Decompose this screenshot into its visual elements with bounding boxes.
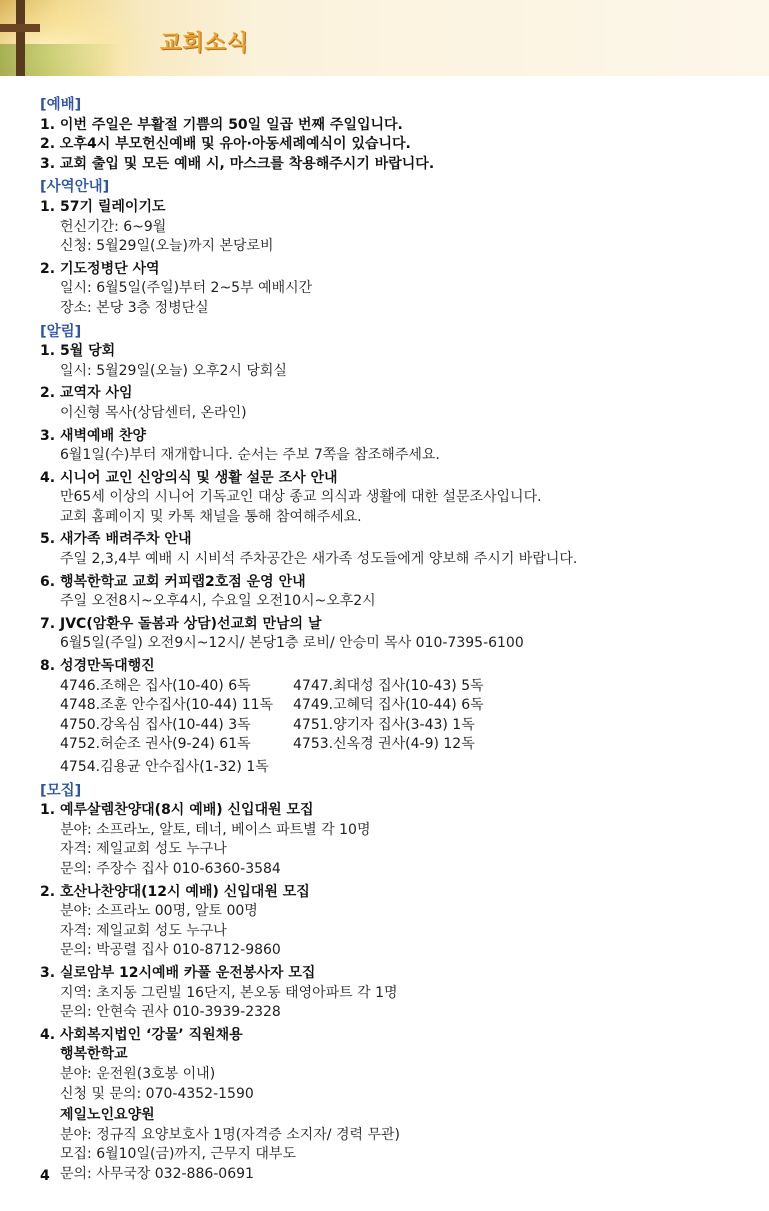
item-number: 2. xyxy=(40,883,56,900)
item-detail: 이신형 목사(상담센터, 온라인) xyxy=(60,404,247,421)
item-title: 교역자 사임 xyxy=(60,385,133,402)
item-title: JVC(암환우 돌봄과 상담)선교회 만남의 날 xyxy=(60,615,322,632)
reading-entry: 4748.조훈 안수집사(10-44) 11독 xyxy=(60,697,274,714)
item-title: 사회복지법인 ‘강물’ 직원채용 xyxy=(60,1026,243,1043)
reading-row xyxy=(60,677,740,697)
item-detail: 장소: 본당 3층 정병단실 xyxy=(60,299,209,316)
item-detail: 일시: 6월5일(주일)부터 2~5부 예배시간 xyxy=(60,280,313,297)
item-detail: 6월1일(수)부터 재개합니다. 순서는 주보 7쪽을 참조해주세요. xyxy=(60,447,440,464)
section-heading-notice: [알림] xyxy=(40,323,82,340)
reading-row xyxy=(60,716,740,736)
item-title: 57기 릴레이기도 xyxy=(60,198,166,215)
list-item xyxy=(40,530,740,569)
item-number: 5. xyxy=(40,531,56,548)
item-title: 5월 당회 xyxy=(60,343,116,360)
reading-entry: 4750.강옥심 집사(10-44) 3독 xyxy=(60,716,251,733)
reading-entry: 4746.조해은 집사(10-40) 6독 xyxy=(60,677,251,694)
item-title: 호산나찬양대(12시 예배) 신입대원 모집 xyxy=(60,883,310,900)
org-name: 행복한학교 xyxy=(60,1046,128,1063)
item-detail: 모집: 6월10일(금)까지, 근무지 대부도 xyxy=(60,1146,296,1163)
item-title: 실로암부 12시예배 카풀 운전봉사자 모집 xyxy=(60,964,316,981)
item-number: 1. xyxy=(40,343,56,360)
list-item xyxy=(40,469,740,528)
list-item xyxy=(40,427,740,466)
item-number: 2. xyxy=(40,260,56,277)
list-item xyxy=(40,198,740,257)
item-title: 성경만독대행진 xyxy=(60,658,155,675)
reading-row xyxy=(60,735,740,755)
item-detail: 분야: 소프라노 00명, 알토 00명 xyxy=(60,903,258,920)
item-detail: 신청: 5월29일(오늘)까지 본당로비 xyxy=(60,238,274,255)
item-detail: 교회 홈페이지 및 카톡 채널을 통해 참여해주세요. xyxy=(60,508,362,525)
news-content xyxy=(40,95,740,1184)
item-number: 1. xyxy=(40,198,56,215)
item-detail: 문의: 박공렬 집사 010-8712-9860 xyxy=(60,942,281,959)
reading-entry: 4752.허순조 권사(9-24) 61독 xyxy=(60,736,251,753)
item-detail: 분야: 정규직 요양보호사 1명(자격증 소지자/ 경력 무관) xyxy=(60,1126,400,1143)
worship-item: 3. 교회 출입 및 모든 예배 시, 마스크를 착용해주시기 바랍니다. xyxy=(40,155,435,172)
section-heading-worship: [예배] xyxy=(40,97,82,113)
section-heading-recruit: [모집] xyxy=(40,782,82,799)
cross-icon xyxy=(0,0,50,76)
worship-item: 2. 오후4시 부모헌신예배 및 유아·아동세례예식이 있습니다. xyxy=(40,136,411,153)
item-detail: 문의: 안현숙 권사 010-3939-2328 xyxy=(60,1004,281,1021)
item-number: 6. xyxy=(40,573,56,590)
list-item xyxy=(40,615,740,654)
item-detail: 주일 오전8시~오후4시, 수요일 오전10시~오후2시 xyxy=(60,593,376,610)
reading-entry: 4749.고혜덕 집사(10-44) 6독 xyxy=(293,697,484,714)
item-detail: 일시: 5월29일(오늘) 오후2시 당회실 xyxy=(60,362,287,379)
reading-entry: 4747.최대성 집사(10-43) 5독 xyxy=(293,677,484,694)
org-name: 제일노인요양원 xyxy=(60,1107,155,1124)
item-title: 예루살렘찬양대(8시 예배) 신입대원 모집 xyxy=(60,802,314,819)
reading-list xyxy=(40,677,740,778)
item-number: 1. xyxy=(40,802,56,819)
item-detail: 자격: 제일교회 성도 누구나 xyxy=(60,922,227,939)
list-item xyxy=(40,964,740,1023)
item-detail: 분야: 운전원(3호봉 이내) xyxy=(60,1065,216,1082)
item-number: 3. xyxy=(40,964,56,981)
item-detail: 주일 2,3,4부 예배 시 시비석 주차공간은 새가족 성도들에게 양보해 주시기 바랍니다. xyxy=(60,551,578,568)
item-detail: 헌신기간: 6~9월 xyxy=(60,218,167,235)
item-detail: 6월5일(주일) 오전9시~12시/ 본당1층 로비/ 안승미 목사 010-7395-6100 xyxy=(60,635,524,652)
item-number: 7. xyxy=(40,615,56,632)
list-item xyxy=(40,883,740,961)
item-number: 4. xyxy=(40,1026,56,1043)
item-number: 3. xyxy=(40,427,56,444)
item-detail: 분야: 소프라노, 알토, 테너, 베이스 파트별 각 10명 xyxy=(60,821,371,838)
page-number: 4 xyxy=(40,1168,50,1184)
list-item xyxy=(40,384,740,423)
reading-row xyxy=(60,696,740,716)
reading-row xyxy=(60,758,740,778)
reading-entry: 4754.김용균 안수집사(1-32) 1독 xyxy=(60,759,269,775)
item-number: 8. xyxy=(40,658,56,675)
list-item xyxy=(40,1026,740,1185)
section-heading-ministry: [사역안내] xyxy=(40,179,110,196)
page-title: 교회소식 xyxy=(160,31,250,56)
item-detail: 지역: 초지동 그린빌 16단지, 본오동 태영아파트 각 1명 xyxy=(60,984,398,1001)
item-title: 기도정병단 사역 xyxy=(60,260,160,277)
reading-entry: 4753.신옥경 권사(4-9) 12독 xyxy=(293,736,475,753)
item-number: 4. xyxy=(40,469,56,486)
list-item xyxy=(40,342,740,381)
list-item xyxy=(40,260,740,319)
page-header xyxy=(0,0,769,76)
item-title: 새가족 배려주차 안내 xyxy=(60,531,192,548)
reading-entry: 4751.양기자 집사(3-43) 1독 xyxy=(293,716,475,733)
item-title: 행복한학교 교회 커피랩2호점 운영 안내 xyxy=(60,573,306,590)
item-detail: 신청 및 문의: 070-4352-1590 xyxy=(60,1085,254,1102)
worship-list xyxy=(40,116,740,175)
item-detail: 만65세 이상의 시니어 기독교인 대상 종교 의식과 생활에 대한 설문조사입니다. xyxy=(60,489,542,506)
item-title: 새벽예배 찬양 xyxy=(60,427,147,444)
worship-item: 1. 이번 주일은 부활절 기쁨의 50일 일곱 번째 주일입니다. xyxy=(40,116,403,133)
list-item xyxy=(40,801,740,879)
item-number: 2. xyxy=(40,385,56,402)
item-title: 시니어 교인 신앙의식 및 생활 설문 조사 안내 xyxy=(60,469,338,486)
item-detail: 문의: 사무국장 032-886-0691 xyxy=(60,1165,254,1182)
item-detail: 문의: 주장수 집사 010-6360-3584 xyxy=(60,860,281,877)
list-item xyxy=(40,573,740,612)
item-detail: 자격: 제일교회 성도 누구나 xyxy=(60,841,227,858)
list-item xyxy=(40,657,740,778)
